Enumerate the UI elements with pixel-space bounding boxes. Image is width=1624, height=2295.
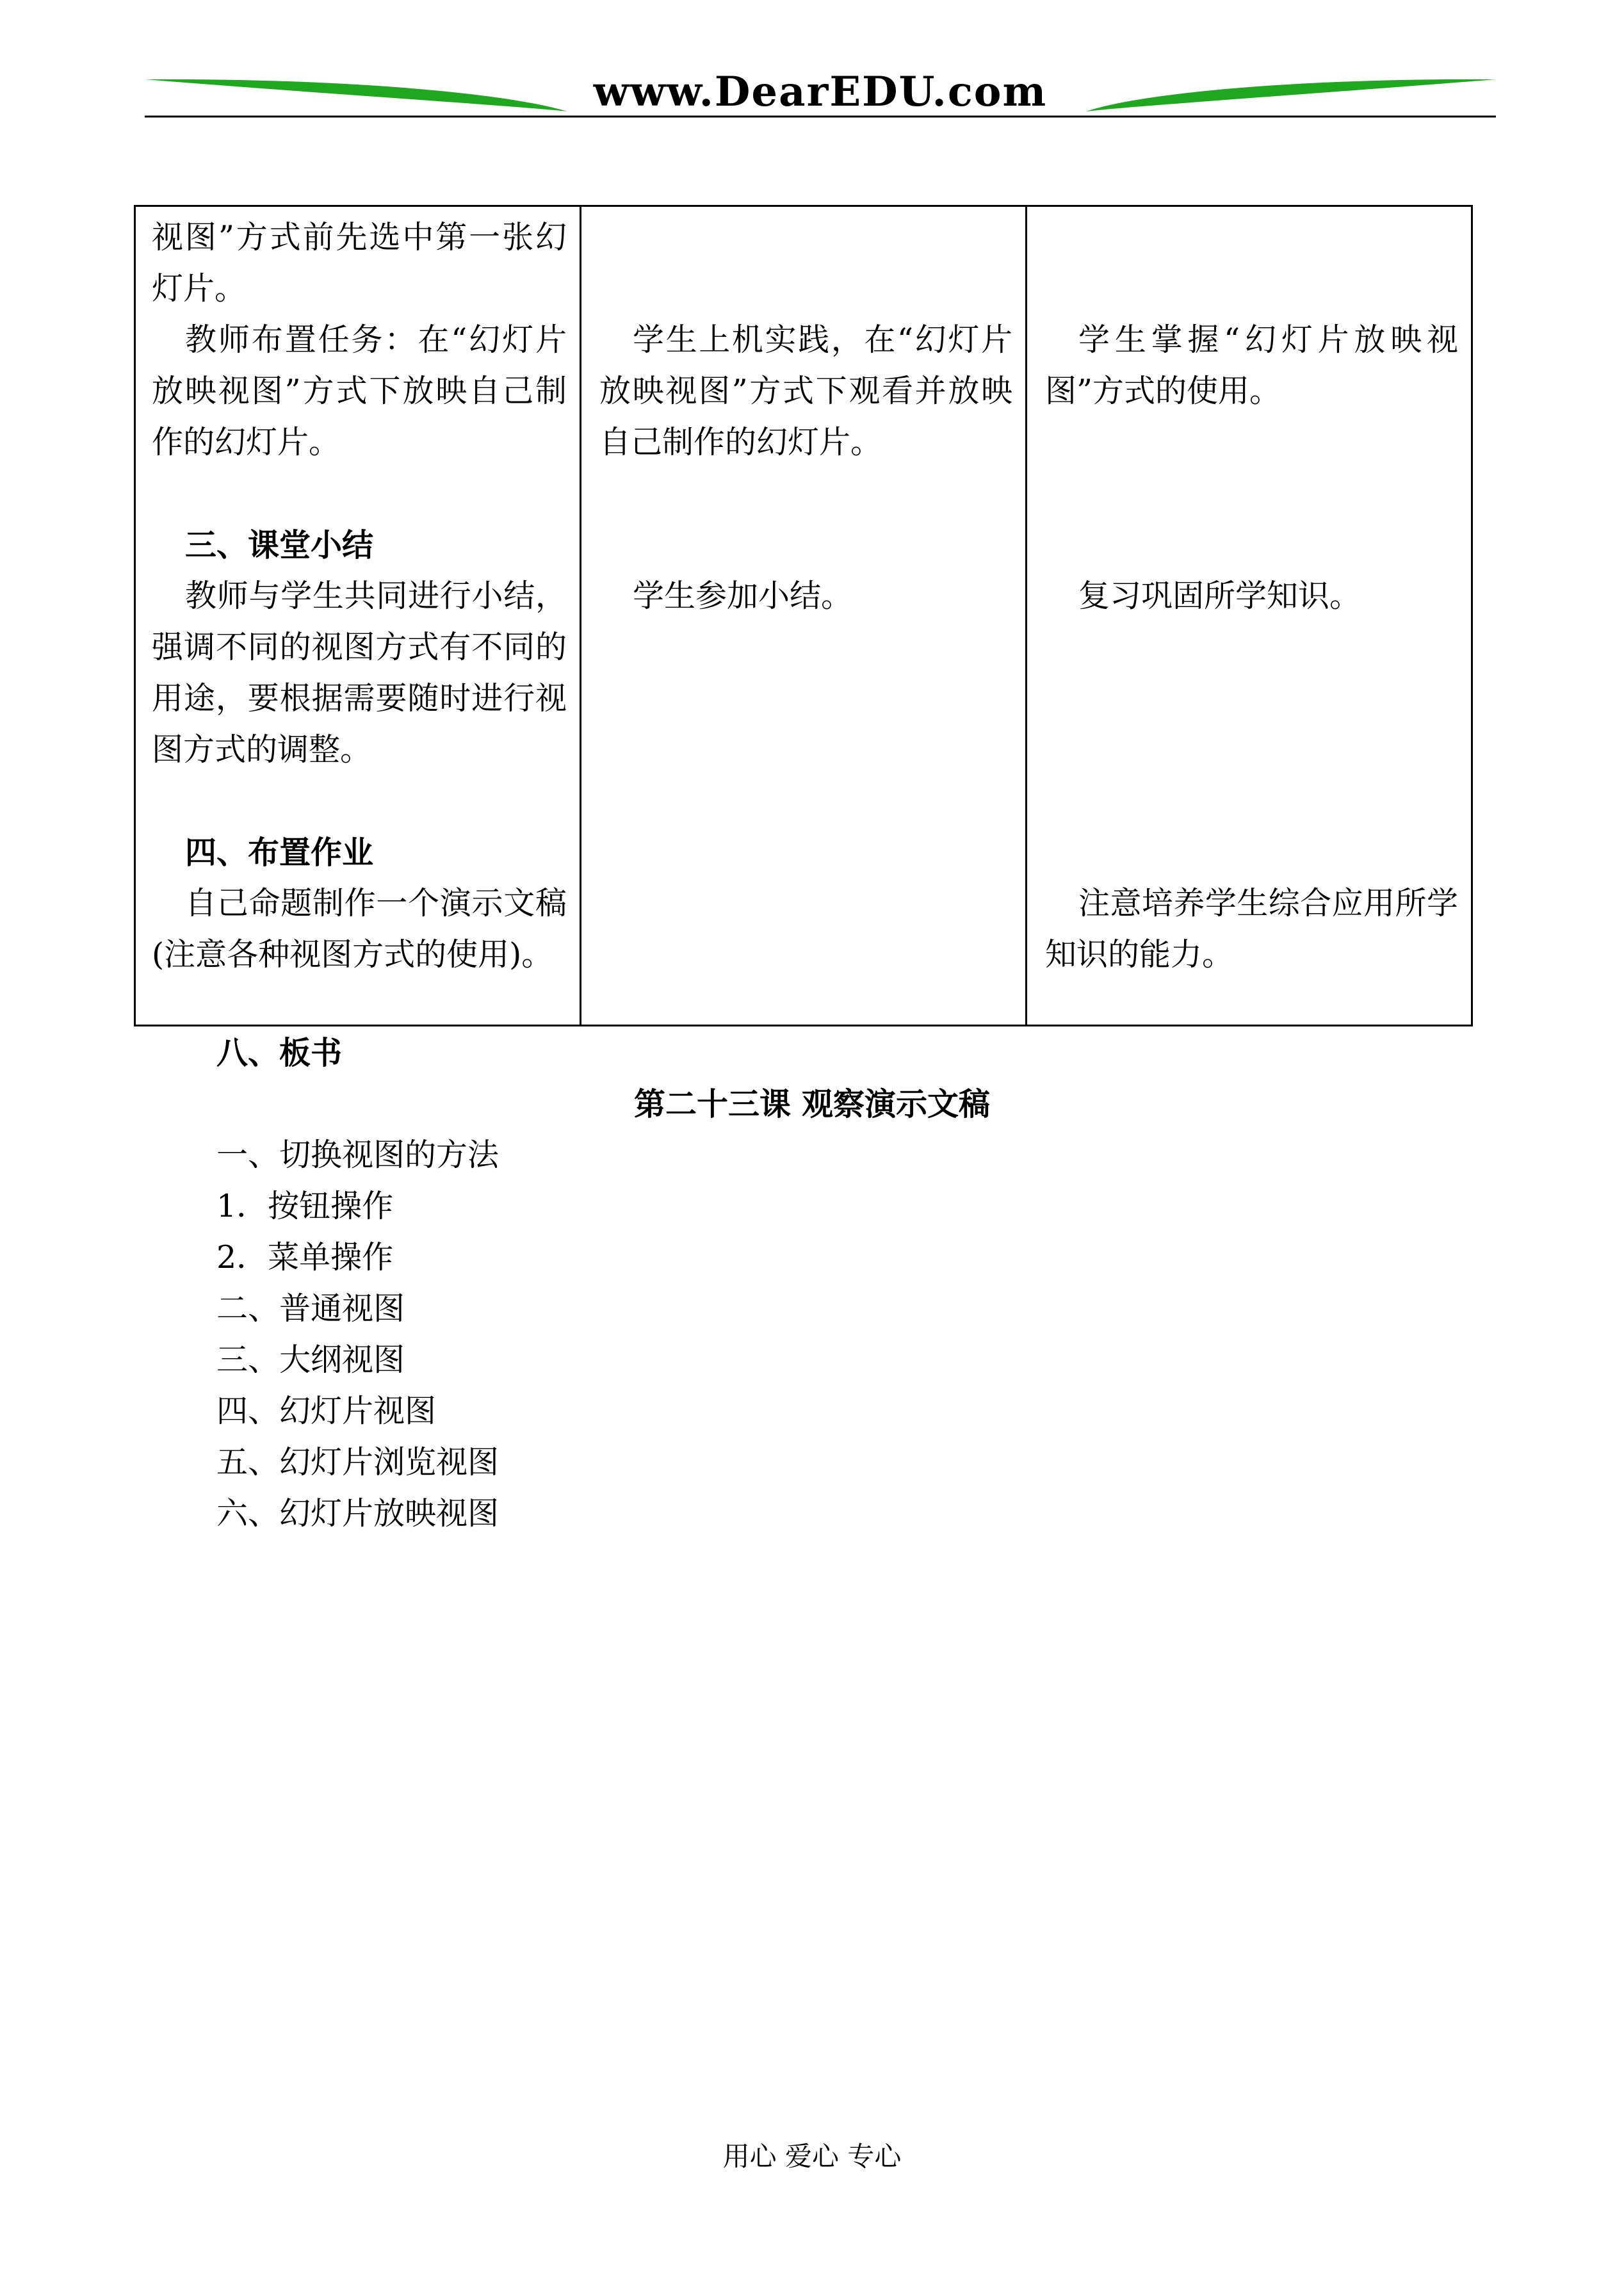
col2-paragraph: 学生上机实践，在“幻灯片放映视图”方式下观看并放映自己制作的幻灯片。 bbox=[599, 321, 1012, 460]
col1-paragraph: 教师布置任务：在“幻灯片放映视图”方式下放映自己制作的幻灯片。 bbox=[152, 321, 567, 460]
col2-paragraph: 学生参加小结。 bbox=[633, 578, 853, 614]
teacher-activity-cell bbox=[135, 206, 581, 1026]
list-item: 一、切换视图的方法 bbox=[216, 1137, 499, 1173]
list-item: 二、普通视图 bbox=[216, 1290, 405, 1327]
board-title: 第二十三课 观察演示文稿 bbox=[633, 1085, 991, 1123]
col3-paragraph: 学生掌握“幻灯片放映视图”方式的使用。 bbox=[1045, 321, 1458, 409]
list-item: 六、幻灯片放映视图 bbox=[216, 1495, 499, 1532]
table-row bbox=[135, 206, 1472, 1026]
list-item: 1．按钮操作 bbox=[216, 1188, 394, 1224]
section-heading: 三、课堂小结 bbox=[185, 526, 374, 564]
student-activity-cell bbox=[581, 206, 1027, 1026]
list-item: 三、大纲视图 bbox=[216, 1342, 405, 1378]
design-intent-cell bbox=[1027, 206, 1472, 1026]
col3-paragraph: 注意培养学生综合应用所学知识的能力。 bbox=[1045, 885, 1458, 973]
list-item: 2．菜单操作 bbox=[216, 1239, 394, 1276]
page-footer: 用心 爱心 专心 bbox=[722, 2141, 902, 2172]
board-heading: 八、板书 bbox=[216, 1034, 343, 1071]
list-item: 四、幻灯片视图 bbox=[216, 1393, 437, 1429]
list-item: 五、幻灯片浏览视图 bbox=[216, 1444, 499, 1480]
col1-paragraph: 教师与学生共同进行小结，强调不同的视图方式有不同的用途，要根据需要随时进行视图方式的调整。 bbox=[152, 578, 567, 768]
lesson-table bbox=[134, 205, 1473, 1026]
board-outline bbox=[216, 1130, 499, 1539]
site-logo-text: www.DearEDU.com bbox=[593, 68, 1048, 116]
col3-paragraph: 复习巩固所学知识。 bbox=[1078, 578, 1361, 614]
site-header-banner bbox=[145, 67, 1496, 131]
col1-paragraph: 自己命题制作一个演示文稿(注意各种视图方式的使用)。 bbox=[152, 885, 567, 973]
col1-paragraph: 视图”方式前先选中第一张幻灯片。 bbox=[152, 219, 567, 307]
section-heading: 四、布置作业 bbox=[185, 834, 374, 871]
